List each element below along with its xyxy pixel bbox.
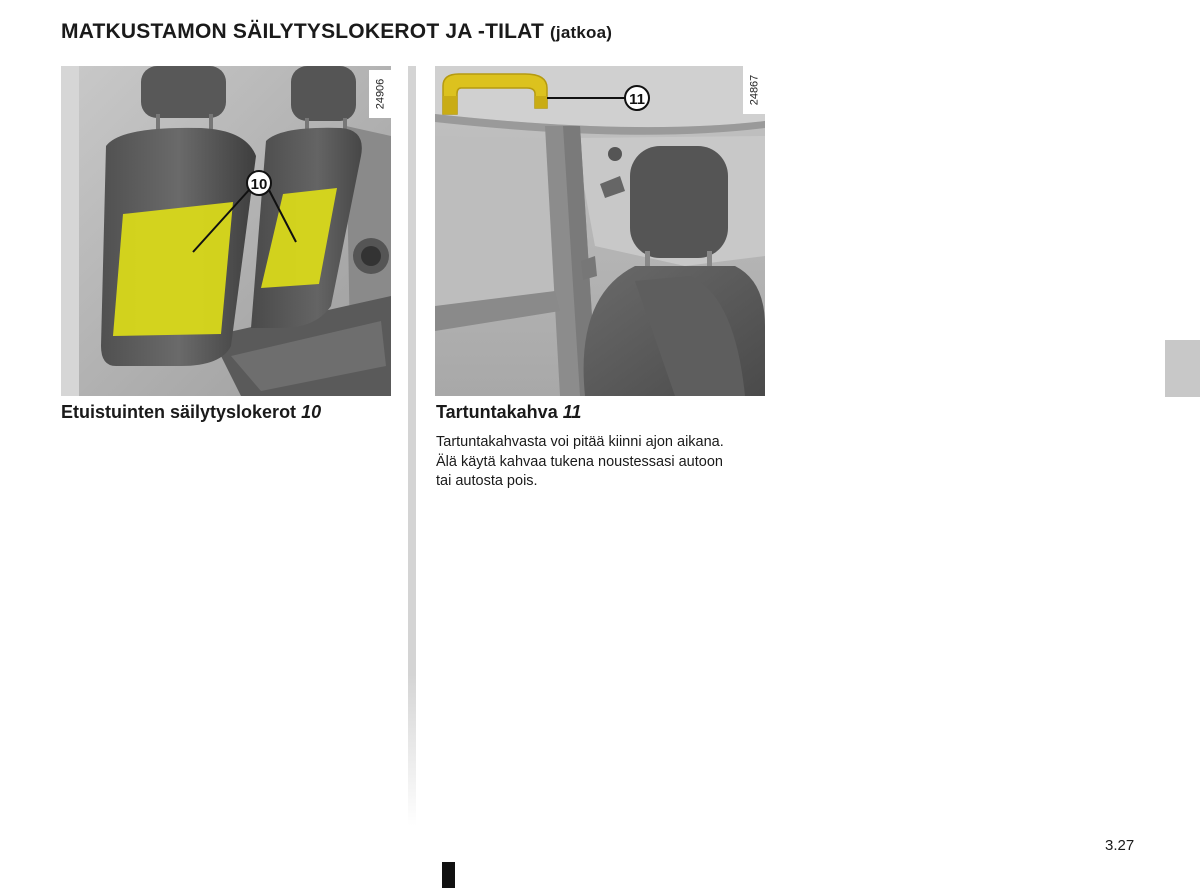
- grab-handle-paragraph: [436, 433, 776, 492]
- image-code-label: [743, 66, 765, 114]
- page-title-suffix: (jatkoa): [550, 23, 613, 42]
- callout-11-label: 11: [629, 91, 645, 108]
- page-title-main: MATKUSTAMON SÄILYTYSLOKEROT JA -TILAT: [61, 20, 544, 43]
- right-caption: [436, 402, 581, 423]
- right-caption-ref: 11: [562, 402, 582, 422]
- column-divider: [408, 66, 416, 826]
- grab-handle-drawing: [435, 66, 765, 396]
- seat-pockets-drawing: [61, 66, 391, 396]
- right-caption-text: Tartuntakahva: [436, 402, 558, 422]
- left-caption: [61, 402, 321, 423]
- left-caption-text: Etuistuinten säilytyslokerot: [61, 402, 297, 422]
- page-number: 3.27: [1105, 837, 1135, 854]
- paragraph-line: tai autosta pois.: [436, 473, 538, 489]
- seat-pockets-illustration: [61, 66, 391, 396]
- print-mark: [442, 862, 455, 888]
- left-caption-ref: 10: [301, 402, 322, 422]
- callout-10-label: 10: [250, 176, 268, 193]
- grab-handle-illustration: [435, 66, 765, 396]
- section-thumb-tab: [1165, 340, 1200, 397]
- image-code-label: [369, 70, 391, 118]
- page-title: [61, 20, 612, 44]
- image-code-text: 24906: [374, 78, 386, 110]
- paragraph-line: Älä käytä kahvaa tukena noustessasi autoon: [436, 453, 723, 470]
- paragraph-line: Tartuntakahvasta voi pitää kiinni ajon aikana.: [436, 434, 724, 450]
- image-code-text: 24867: [748, 74, 760, 106]
